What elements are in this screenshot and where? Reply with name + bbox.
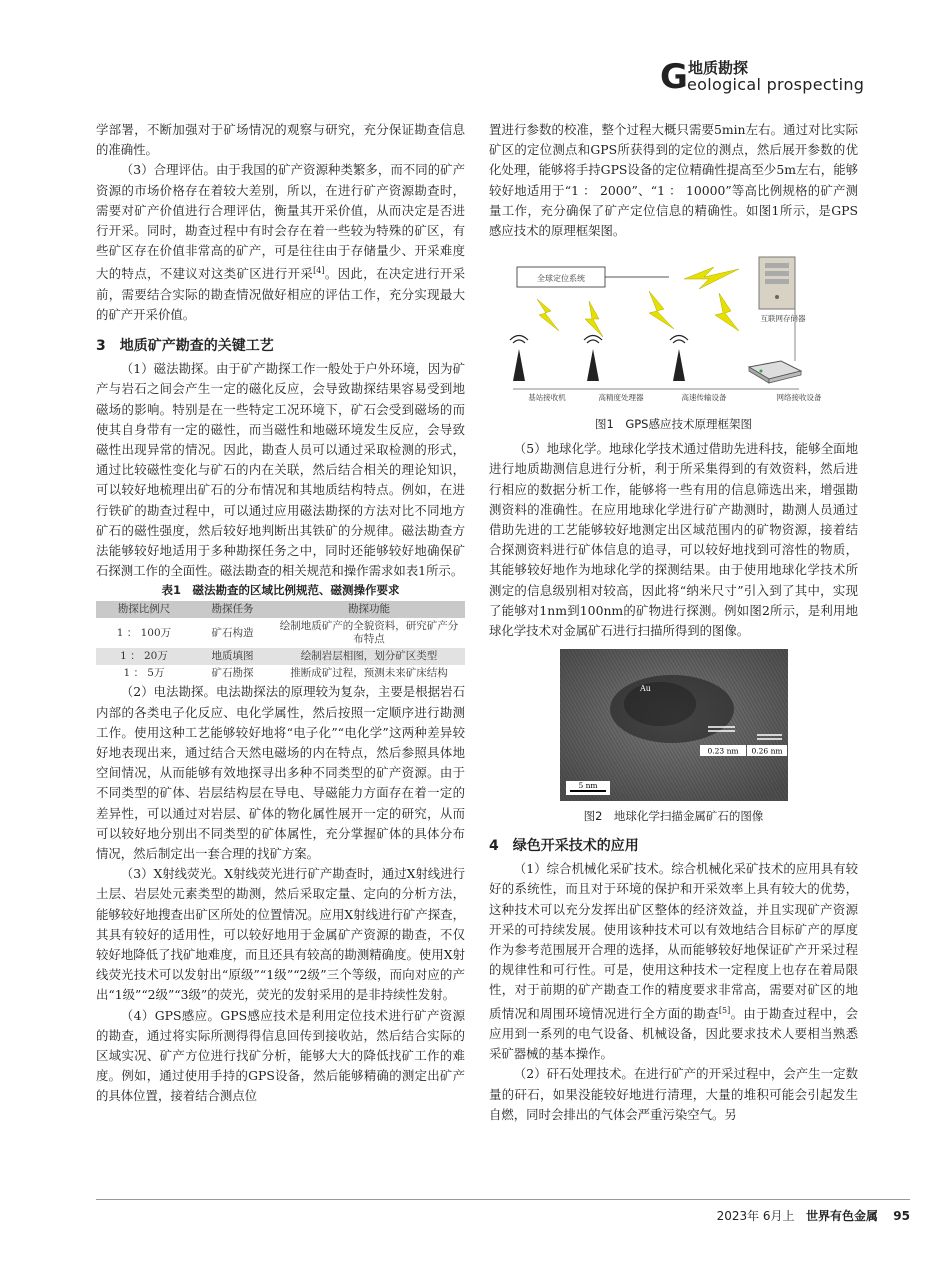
table-header-cell: 勘探任务: [192, 601, 273, 618]
paragraph: [96, 160, 465, 325]
paragraph: 学部署，不断加强对于矿场情况的观察与研究，充分保证勘查信息的准确性。: [96, 122, 465, 158]
network-label: 网络接收设备: [776, 393, 821, 403]
table-header-cell: 勘探比例尺: [96, 601, 192, 618]
paragraph: （3）X射线荧光。X射线荧光进行矿产勘查时，通过X射线进行土层、岩层处元素类型的勘测，然后采取定量、定向的分析方法，能够较好地搜查出矿区所处的位置情况。应用X射线进行矿产探查，其具有较好的适用性，可以较好地用于金属矿产资源的勘查，不仅较好地降低了找矿地难度，而且还具有较高的勘测精确度。使用X射线荧光技术可以发射出“原级”“1级”“2级”三个等级，而向对应的产出“1级”“2级”“3级”的荧光，荧光的发射采用的是非持续性发射。: [96, 866, 465, 1003]
table-cell: 地质填图: [192, 648, 273, 665]
table-cell: 推断成矿过程，预测未来矿床结构: [290, 667, 448, 680]
paragraph: 置进行参数的校准，整个过程大概只需要5min左右。通过对比实际矿区的定位测点和GPS所获得到的定位的测点，然后展开参数的优化处理，能够将手持GPS设备的定位精确性提高至少5m左右，能够较好地适用于“1 ： 2000”、“1 ： 10000”等高比例规格的矿产测量工作，充分确保了矿产定位信息的精确性。如图1所示，是GPS感应技术的原理框架图。: [489, 122, 858, 239]
table-cell: 矿石勘探: [211, 667, 254, 680]
data-table: [96, 601, 465, 682]
receiver-label: 基站接收机: [527, 393, 566, 403]
figure-caption: 图2 地球化学扫描金属矿石的图像: [583, 809, 764, 824]
table-cell: 绘制地质矿产的全貌资料，研究矿产分布特点: [279, 620, 459, 646]
measurement-label: 0.23 nm: [706, 746, 739, 756]
journal-name: 世界有色金属: [806, 1209, 879, 1223]
table-cell: 矿石构造: [211, 626, 254, 639]
paragraph-text: 。因此，在决定进行开采前，需要结合实际的勘查情况做好相应的评估工作，充分实现最大的矿产开采价值。: [96, 266, 466, 322]
section-heading: 4 绿色开采技术的应用: [489, 838, 639, 855]
logo-title-en: eological prospecting: [687, 75, 865, 94]
paragraph-text: （1）综合机械化采矿技术。综合机械化采矿技术的应用具有较好的系统性，而且对于环境的保护和开采效率上具有较大的优势，这种技术可以充分发挥出矿区整体的经济效益，并且实现矿产资源开采的可持续发展。使用该种技术可以有效地结合目标矿产的厚度作为参考范围展开合理的选择，从而能够较好地保证矿产开采过程的规律性和可行性。可是，使用这种技术一定程度上也存在着局限性，对于前期的矿产勘查工作的精度要求非常高，需要对矿区的地质情况和周围环境情况进行全方面的勘查: [489, 861, 858, 1021]
table-header-row: [96, 601, 465, 618]
table-row: [96, 648, 465, 665]
table-cell: 绘制岩层相图，划分矿区类型: [273, 648, 465, 665]
paragraph: （1）磁法勘探。由于矿产勘探工作一般处于户外环境，因为矿产与岩石之间会产生一定的磁化反应，会导致勘探结果容易受到地磁场的影响。特别是在一些特定工况环境下，矿石会受到磁场的而使其自身带有一定的磁性，而当磁性和地磁环境发生反应，会导致磁性出现异常的情况。因此，勘查人员可以通过采取检测的形式，通过比较磁性变化与矿石的内在关联，然后结合相关的理论知识，可以较好地梳理出矿石的分布情况和其地质结构特点。例如，在进行铁矿的勘查过程中，可以通过应用磁法勘探的方法对比不同地方矿石的磁性强度，然后较好地判断出其铁矿的分规律。磁法勘查方法能够较好地适用于多种勘探任务之中，同时还能够较好地确保矿石探测工作的全面性。磁法勘查的相关规范和操作需求如表1所示。: [96, 361, 465, 579]
issue-date: 2023年 6月上: [716, 1209, 795, 1223]
au-label: Au: [639, 684, 651, 694]
footer-divider: [96, 1199, 910, 1200]
page-number: 95: [893, 1209, 910, 1223]
paragraph: （2）电法勘探。电法勘探法的原理较为复杂，主要是根据岩石内部的各类电子化反应、电化学属性，然后按照一定顺序进行勘测工作。使用这种工艺能够较好地将“电子化”“电化学”这两种差异较好地表现出来，通过结合天然电磁场的内在特点，然后参照具体地空间情况，从而能够有效地探寻出多种不同类型的矿产资源。由于不同类型的矿体、岩层结构层在导电、导磁能力方面存在着一定的差异性，可以通过对岩层、矿体的物化属性展开一定的研究，从而可以较好地分别出不同类型的矿体属性，充分掌握矿体的具体分布情况，然后制定出一套合理的找矿方案。: [96, 684, 465, 862]
gps-framework-diagram: [499, 249, 849, 409]
left-column: [96, 120, 465, 1107]
paragraph-text: 。由于勘查过程中，会应用到一系列的电气设备、机械设备，因此要求技术人要相当熟悉采矿器械的基本操作。: [489, 1005, 858, 1062]
logo-title-cn: 地质勘探: [688, 59, 749, 77]
paragraph: （2）矸石处理技术。在进行矿产的开采过程中，会产生一定数量的矸石，如果没能较好地进行清理，大量的堆积可能会引起发生自燃，同时会排出的气体会严重污染空气。另: [489, 1066, 858, 1122]
section-heading: 3 地质矿产勘查的关键工艺: [96, 338, 274, 355]
processor-label: 高精度处理器: [598, 393, 643, 403]
figure-1: [489, 249, 858, 413]
table-cell: 1 ： 5万: [123, 667, 165, 680]
transmit-label: 高速传输设备: [681, 393, 726, 403]
paragraph-text: （3）合理评估。由于我国的矿产资源种类繁多，而不同的矿产资源的市场价格存在着较大差别，所以，在进行矿产资源勘查时，需要对矿产价值进行合理评估，衡量其开采价值，从而决定是否进行开采。同时，勘查过程中有时会存在着一些较为特殊的矿区，有些矿区存在价值非常高的矿产，可是往往由于存储量少、开采难度大的特点，不建议对这类矿区进行开采: [96, 162, 465, 282]
logo-letter: G: [660, 57, 688, 97]
page-footer: [717, 1207, 910, 1224]
storage-label: 互联网存储器: [760, 314, 805, 324]
table-cell: 1 ： 20万: [96, 648, 192, 665]
paragraph: （5）地球化学。地球化学技术通过借助先进科技，能够全面地进行地质勘测信息进行分析，利于所采集得到的有效资料，然后进行相应的数据分析工作，能够将一些有用的信息筛选出来，增强勘测资料的准确性。在应用地球化学进行矿产勘测时，勘测人员通过借助先进的工艺能够较好地测定出区域范围内的矿物资源，接着结合探测资料进行矿体信息的追寻，可以较好地找到可溶性的物质，其能够较好地作为地球化学的探测结果。由于使用地球化学技术所测定的信息级别相对较高，因此将“纳米尺寸”引入到了其中，实现了能够对1nm到100nm的矿物进行探测。例如图2所示，是利用地球化学技术对金属矿石进行扫描所得到的图像。: [489, 441, 858, 639]
measurement-label: 0.26 nm: [750, 746, 783, 756]
table-row: [96, 665, 465, 682]
gps-system-label: 全球定位系统: [536, 274, 585, 284]
tem-image: [560, 649, 788, 801]
citation: [4]: [313, 266, 325, 276]
table-row: [96, 618, 465, 648]
table-cell: 1 ： 100万: [116, 626, 172, 639]
table-header-cell: 勘探功能: [273, 601, 465, 618]
paragraph: [489, 859, 858, 1064]
right-column: [489, 120, 858, 1125]
figure-2: [489, 649, 858, 805]
table-caption: 表1 磁法勘查的区域比例规范、磁测操作要求: [161, 583, 400, 598]
scale-label: 5 nm: [577, 781, 598, 791]
figure-caption: 图1 GPS感应技术原理框架图: [595, 417, 752, 432]
paragraph: （4）GPS感应。GPS感应技术是利用定位技术进行矿产资源的勘查，通过将实际所测得得信息回传到接收站，然后结合实际的区域实况、矿产方位进行找矿分析，能够大大的降低找矿工作的难度。例如，通过使用手持的GPS设备，然后能够精确的测定出矿产的具体位置，接着结合测点位: [96, 1007, 465, 1104]
citation: [5]: [718, 1005, 731, 1015]
journal-logo: [660, 57, 910, 97]
server-icon: [759, 257, 795, 309]
